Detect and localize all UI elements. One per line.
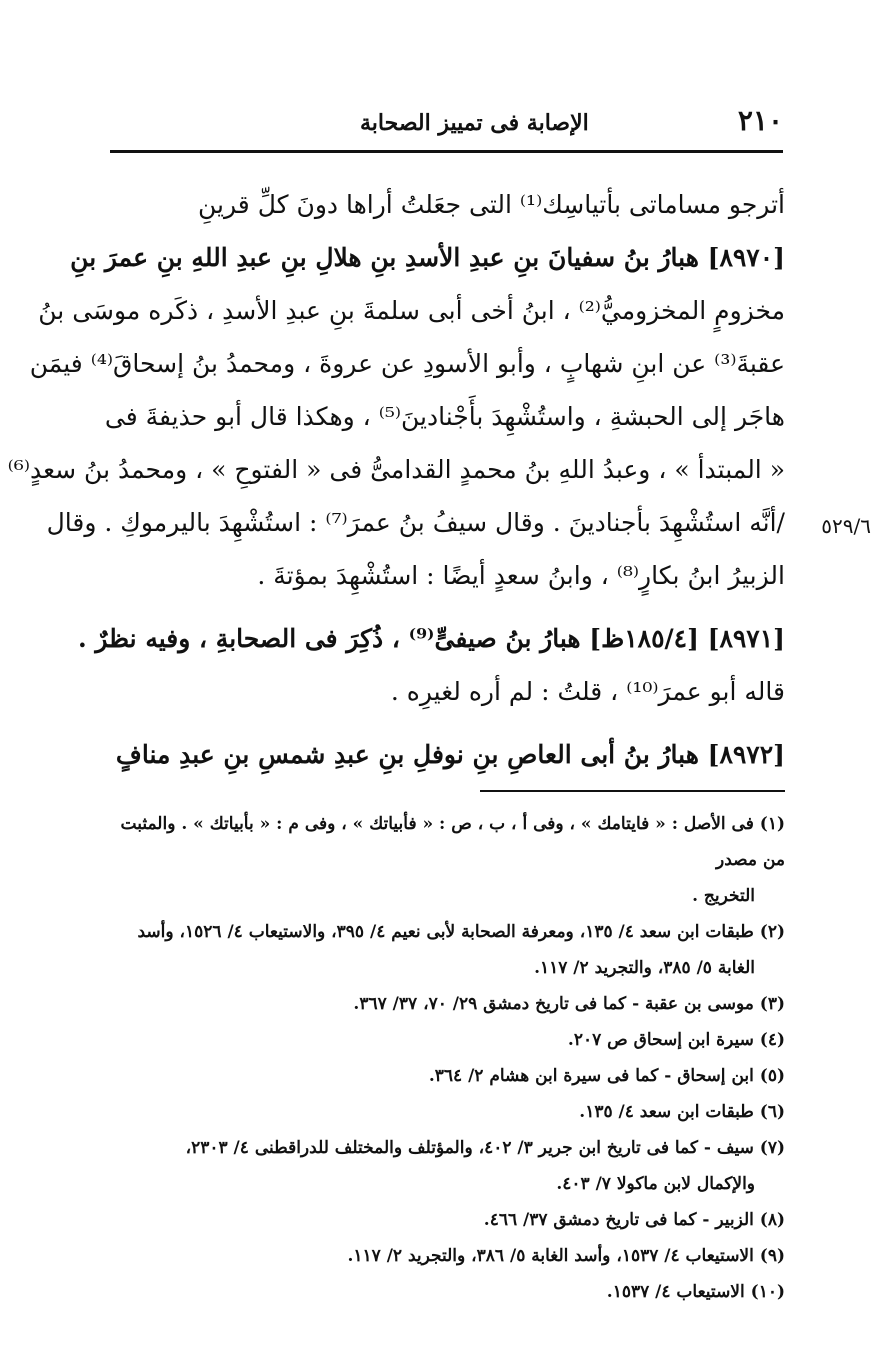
footnote-text: (١٠) الاستيعاب ٤/ ١٥٣٧. (606, 1282, 785, 1302)
footnote (112, 1202, 785, 1238)
entry-heading-8972: [٨٩٧٢] هبارُ بنُ أبى العاصِ بنِ نوفلِ بنِ عبدِ شمسِ بنِ عبدِ منافٍ (115, 740, 785, 769)
footnote (112, 1058, 785, 1094)
footnote (112, 1130, 785, 1202)
footnote (112, 1274, 785, 1310)
footnote-text: (٦) طبقات ابن سعد ٤/ ١٣٥. (579, 1102, 785, 1122)
footnote-text: (٢) طبقات ابن سعد ٤/ ١٣٥، ومعرفة الصحابة لأبى نعيم ٤/ ٣٩٥، والاستيعاب ٤/ ١٥٢٦، وأسد (137, 922, 785, 942)
footnote-continuation: الغابة ٥/ ٣٨٥، والتجريد ٢/ ١١٧. (534, 958, 755, 978)
page-number: ٢١٠ (737, 104, 783, 137)
footnote-text: (٩) الاستيعاب ٤/ ١٥٣٧، وأسد الغابة ٥/ ٣٨٦، والتجريد ٢/ ١١٧. (347, 1246, 785, 1266)
text-line: الزبيرُ ابنُ بكارٍ⁽⁸⁾ ، وابنُ سعدٍ أيضًا : استُشْهِدَ بمؤتةَ . (257, 561, 785, 590)
footnote-text: (٧) سيف - كما فى تاريخ ابن جرير ٣/ ٤٠٢، والمؤتلف والمختلف للدراقطنى ٤/ ٢٣٠٣، (185, 1138, 785, 1158)
footnote (112, 1238, 785, 1274)
footnote-text: (٥) ابن إسحاق - كما فى سيرة ابن هشام ٢/ ٣٦٤. (428, 1066, 785, 1086)
footnotes (112, 806, 785, 1310)
text-line: هاجَر إلى الحبشةِ ، واستُشْهِدَ بأَجْنادينَ⁽⁵⁾ ، وهكذا قال أبو حذيفةَ فى (104, 402, 785, 431)
entry-heading-8970: [٨٩٧٠] هبارُ بنُ سفيانَ بنِ عبدِ الأسدِ بنِ هلالِ بنِ عبدِ اللهِ بنِ عمرَ بنِ (70, 243, 785, 272)
footnote-text: (٤) سيرة ابن إسحاق ص ٢٠٧. (567, 1030, 785, 1050)
main-text (7, 178, 785, 781)
footnote-rule (480, 790, 785, 792)
header-rule (110, 150, 783, 153)
footnote (112, 914, 785, 986)
text-line: /أنَّه استُشْهِدَ بأجنادينَ . وقال سيفُ بنُ عمرَ⁽⁷⁾ : استُشْهِدَ باليرموكِ . وقال (46, 508, 785, 537)
text-line: قاله أبو عمرَ⁽¹⁰⁾ ، قلتُ : لم أره لغيرِه . (390, 677, 785, 706)
footnote (112, 1022, 785, 1058)
text-line: مخزومٍ المخزوميُّ⁽²⁾ ، ابنُ أخى أبى سلمةَ بنِ عبدِ الأسدِ ، ذكَره موسَى بنُ (38, 296, 785, 325)
footnote (112, 986, 785, 1022)
verse-line: أترجو مساماتى بأتياسِك⁽¹⁾ التى جعَلتُ أراها دونَ كلِّ قرينِ (198, 190, 785, 219)
text-line: « المبتدأ » ، وعبدُ اللهِ بنُ محمدٍ القدامىُّ فى « الفتوحِ » ، ومحمدُ بنُ سعدٍ⁽⁶⁾ (7, 455, 785, 484)
footnote-continuation: والإكمال لابن ماكولا ٧/ ٤٠٣. (556, 1174, 755, 1194)
footnote (112, 1094, 785, 1130)
footnote-text: (١) فى الأصل : « فايتامك » ، وفى أ ، ب ، ص : « فأبياتك » ، وفى م : « بأبياتك » . والمثبت من مصدر (120, 814, 785, 870)
footnote-continuation: التخريج . (692, 886, 755, 906)
footnote (112, 806, 785, 914)
margin-reference: ٥٢٩/٦ (821, 514, 871, 538)
entry-heading-8971: [٨٩٧١] [١٨٥/٤ظ] هبارُ بنُ صيفىٍّ⁽⁹⁾ ، ذُكِرَ فى الصحابةِ ، وفيه نظرٌ . (77, 624, 785, 653)
running-title: الإصابة فى تمييز الصحابة (360, 110, 589, 136)
page-header (110, 100, 783, 150)
text-line: عقبةَ⁽³⁾ عن ابنِ شهابٍ ، وأبو الأسودِ عن عروةَ ، ومحمدُ بنُ إسحاقَ⁽⁴⁾ فيمَن (29, 349, 785, 378)
footnote-text: (٨) الزبير - كما فى تاريخ دمشق ٣٧/ ٤٦٦. (483, 1210, 785, 1230)
footnote-text: (٣) موسى بن عقبة - كما فى تاريخ دمشق ٢٩/ ٧٠، ٣٧/ ٣٦٧. (353, 994, 785, 1014)
